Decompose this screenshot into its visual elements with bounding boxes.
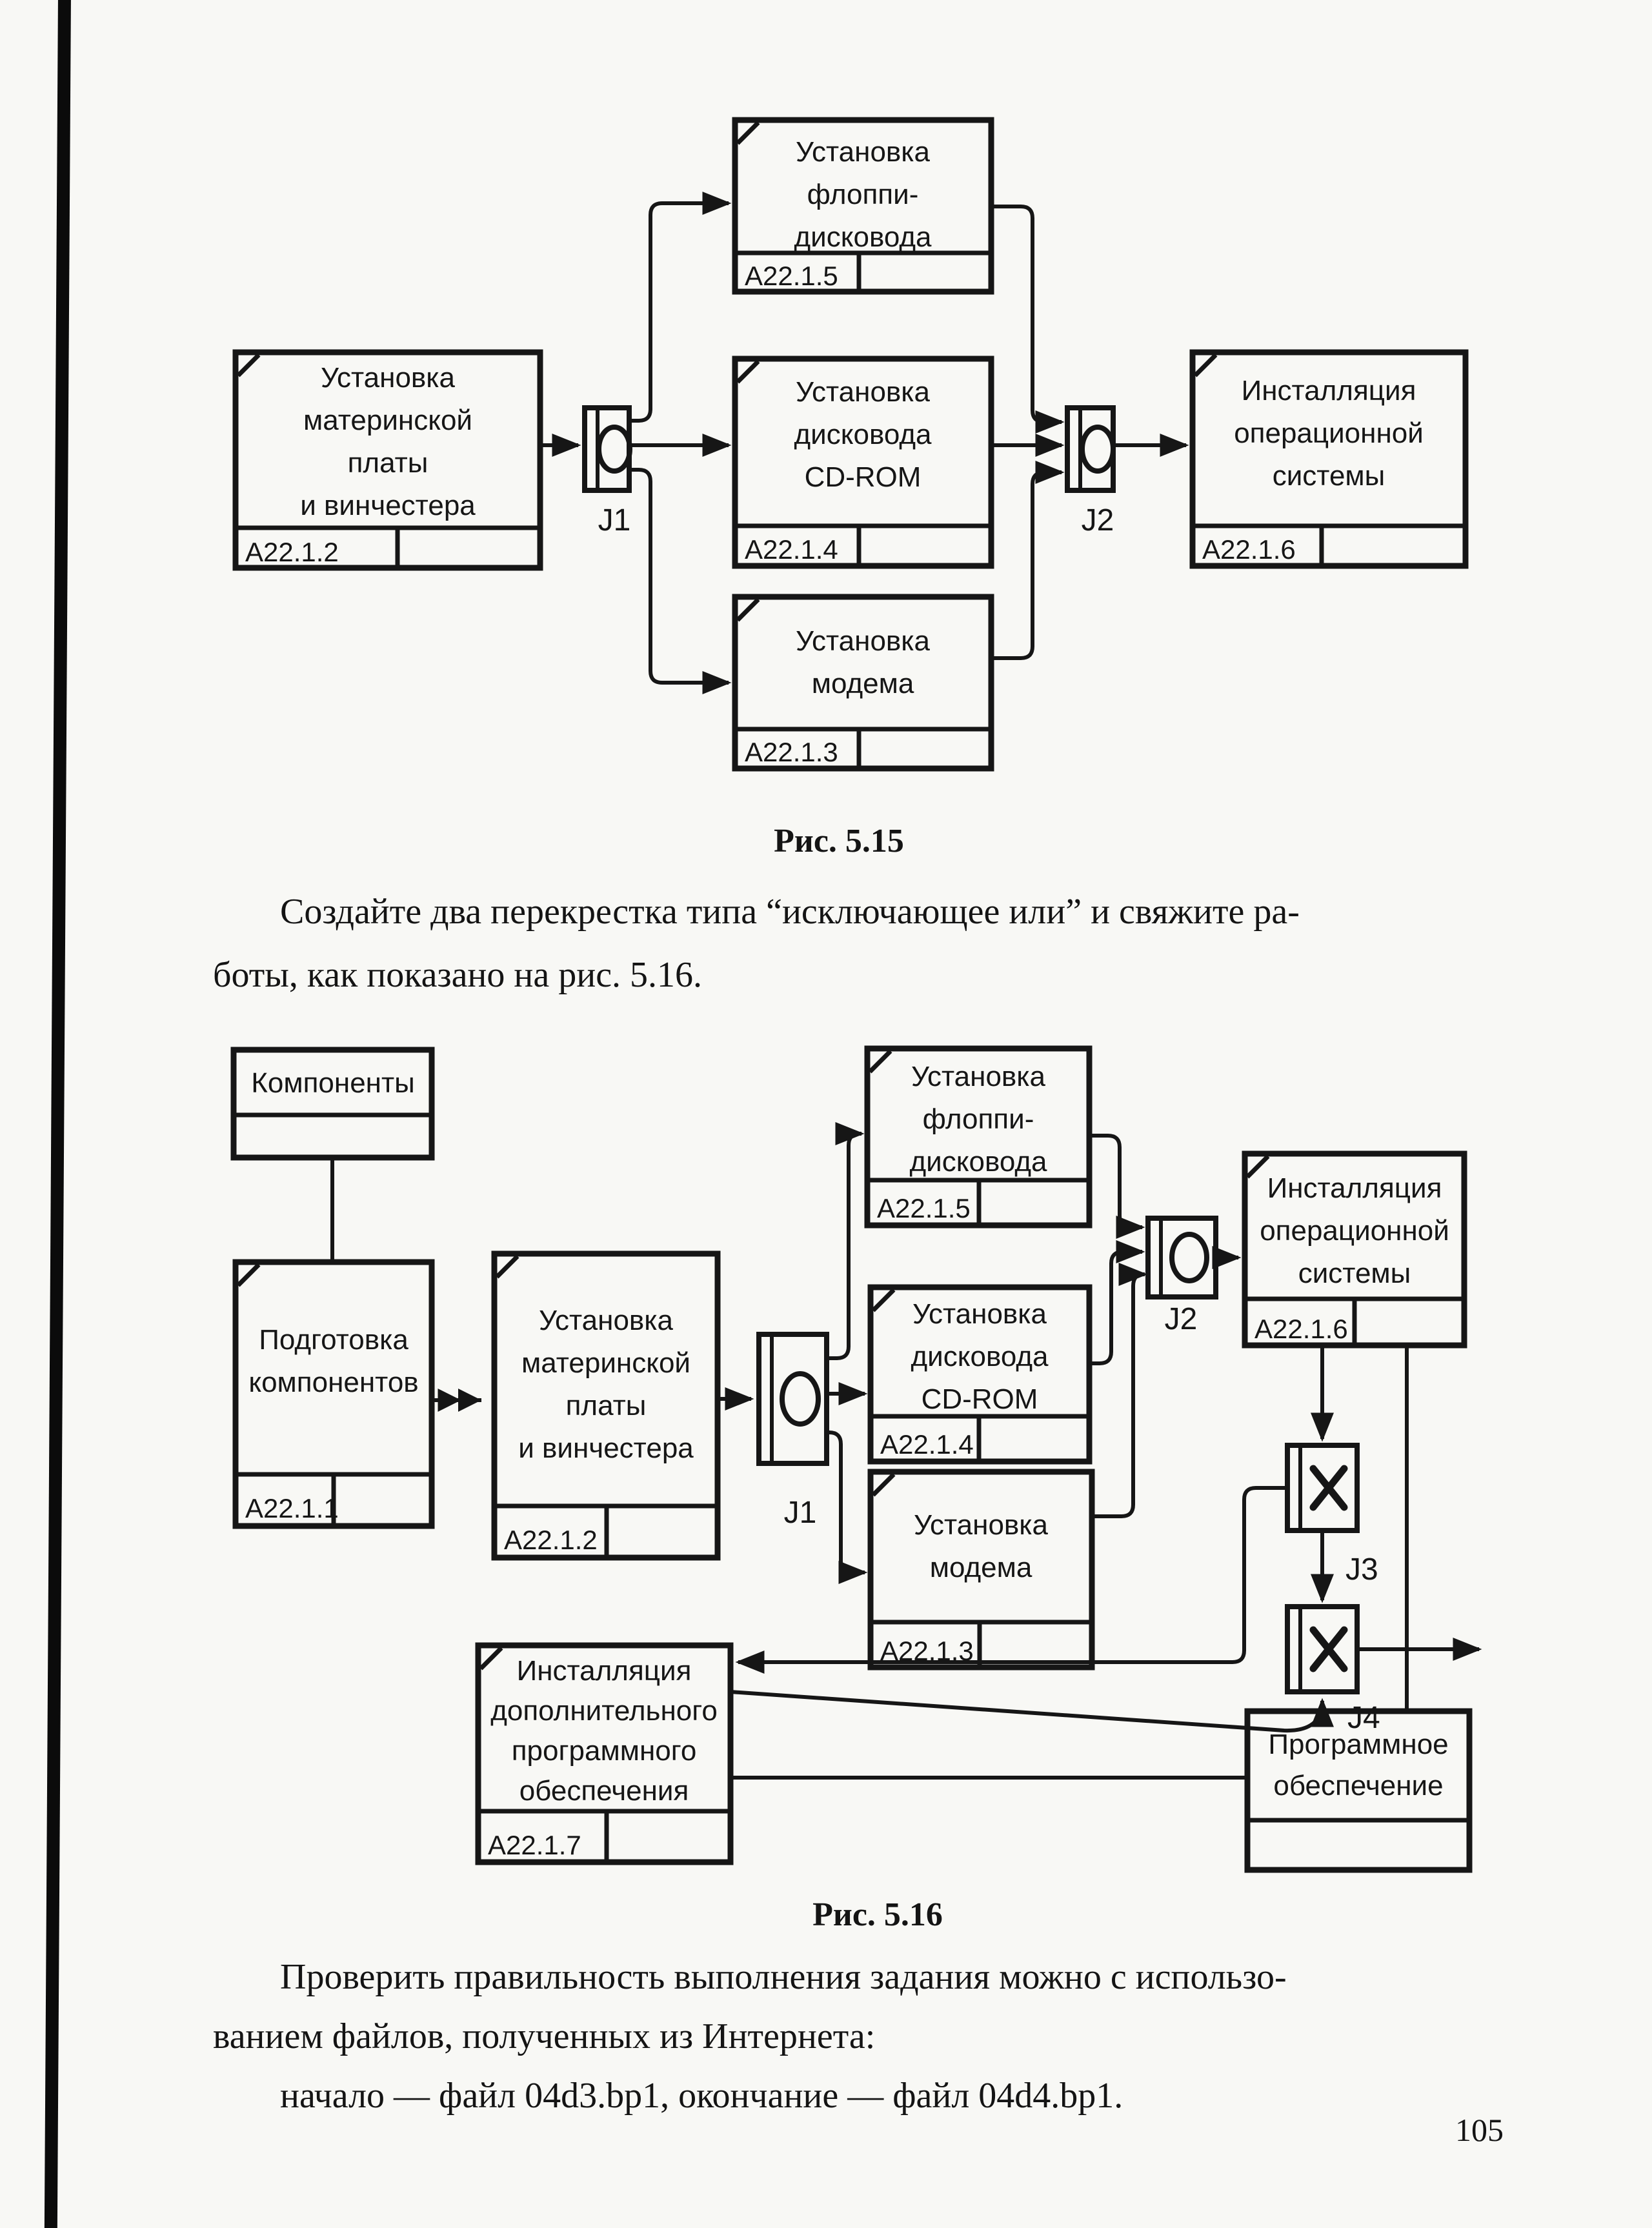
activity-label-line: Установка <box>539 1305 673 1336</box>
corner-notch <box>238 1265 259 1285</box>
paragraph-2-line-1: Проверить правильность выполнения задания можно с использо- <box>280 1957 1287 1997</box>
fig15-link-modem-j2 <box>991 472 1062 658</box>
paragraph-1-line-2: боты, как показано на рис. 5.16. <box>213 955 703 995</box>
activity-label-line: Установка <box>321 362 455 394</box>
activity-label-line: флоппи- <box>922 1103 1034 1135</box>
activity-label-line: платы <box>565 1390 647 1421</box>
activity-code: A22.1.1 <box>245 1493 339 1523</box>
activity-label-line: материнской <box>521 1347 691 1379</box>
activity-label-line: Установка <box>912 1298 1047 1330</box>
junction-label: J2 <box>1164 1302 1198 1336</box>
page-number: 105 <box>1455 2112 1504 2148</box>
junction-box <box>1287 1445 1357 1530</box>
junction-label: J1 <box>783 1496 817 1530</box>
corner-notch <box>1247 1156 1268 1177</box>
or-junction-symbol <box>1172 1234 1207 1281</box>
activity-label-line: материнской <box>303 405 473 436</box>
corner-notch <box>870 1051 891 1072</box>
paragraph-1-line-1: Создайте два перекрестка типа “исключающее или” и свяжите ра- <box>280 892 1300 932</box>
junction-box <box>1067 408 1113 490</box>
paragraph-2-line-3: начало — файл 04d3.bp1, окончание — файл 04d4.bp1. <box>280 2076 1123 2116</box>
fig16-junction-j1 <box>759 1334 827 1530</box>
paragraph-2-line-2: ванием файлов, полученных из Интернета: <box>213 2016 876 2056</box>
fig16-activity-floppy <box>867 1049 1089 1225</box>
fig16-activity-prepare <box>236 1262 432 1526</box>
corner-notch <box>481 1648 501 1669</box>
activity-label-line: и винчестера <box>518 1432 694 1464</box>
activity-code: A22.1.6 <box>1254 1314 1348 1344</box>
figure-5-15-caption: Рис. 5.15 <box>774 823 904 859</box>
fig15-link-j1-modem <box>629 470 729 683</box>
corner-notch <box>873 1474 894 1495</box>
corner-notch <box>497 1256 518 1277</box>
fig16-junction-j4 <box>1287 1607 1380 1735</box>
activity-code: A22.1.7 <box>488 1830 581 1860</box>
fig15-junction-j2 <box>1067 408 1114 537</box>
fig16-activity-extra-software <box>478 1645 730 1862</box>
fig16-activity-mainboard <box>494 1254 718 1558</box>
figure-5-15-diagram <box>0 0 1652 807</box>
activity-code: A22.1.3 <box>745 737 838 767</box>
fig16-junction-j3 <box>1287 1445 1378 1587</box>
activity-label-line: Установка <box>911 1061 1045 1092</box>
activity-label-line: Инсталляция <box>1267 1172 1442 1204</box>
activity-label-line: CD-ROM <box>921 1383 1038 1415</box>
activity-label-line: Установка <box>796 376 930 408</box>
fig16-link-extra-software-j4 <box>730 1692 1322 1731</box>
corner-notch <box>238 355 259 376</box>
fig15-activity-floppy <box>735 120 991 292</box>
activity-label-line: Установка <box>914 1509 1048 1541</box>
fig15-activity-mainboard <box>236 352 540 568</box>
figure-5-16-caption: Рис. 5.16 <box>812 1896 943 1933</box>
activity-label-line: системы <box>1298 1258 1411 1289</box>
activity-label-line: системы <box>1272 460 1385 492</box>
activity-label-line: дополнительного <box>490 1695 718 1727</box>
fig16-junction-j2 <box>1148 1218 1216 1336</box>
or-junction-symbol <box>782 1374 818 1424</box>
or-junction-symbol <box>599 427 630 471</box>
fig16-activity-os-install <box>1245 1154 1464 1345</box>
activity-label-line: Инсталляция <box>516 1655 692 1687</box>
fig16-link-j1-floppy <box>827 1134 861 1358</box>
referent-box <box>234 1050 432 1158</box>
junction-label: J4 <box>1347 1701 1380 1735</box>
activity-label-line: Установка <box>796 136 930 168</box>
fig16-link-floppy-j2 <box>1089 1136 1142 1227</box>
activity-label-line: операционной <box>1234 417 1424 449</box>
fig15-junction-j1 <box>585 408 630 537</box>
fig16-link-modem-j2 <box>1092 1274 1145 1516</box>
fig16-activity-cdrom <box>871 1287 1089 1461</box>
activity-code: A22.1.4 <box>745 534 838 565</box>
referent-label: Компоненты <box>251 1067 415 1099</box>
corner-notch <box>738 599 758 620</box>
junction-box <box>585 408 629 490</box>
referent-label-line: обеспечение <box>1273 1770 1444 1801</box>
activity-code: A22.1.2 <box>504 1525 598 1555</box>
activity-label-line: программного <box>511 1735 697 1767</box>
activity-label-line: Подготовка <box>259 1324 408 1356</box>
or-junction-symbol <box>1082 427 1113 471</box>
activity-code: A22.1.5 <box>877 1193 971 1223</box>
activity-label-line: модема <box>929 1552 1032 1583</box>
activity-label-line: обеспечения <box>519 1775 689 1807</box>
activity-label-line: флоппи- <box>807 179 919 210</box>
paragraph-1 <box>213 880 1510 1007</box>
corner-notch <box>738 361 758 382</box>
activity-label-line: дисковода <box>794 221 932 253</box>
fig16-link-j1-modem <box>827 1432 865 1572</box>
activity-label-line: CD-ROM <box>804 461 922 493</box>
activity-label-line: дисковода <box>909 1146 1047 1178</box>
activity-label-line: Установка <box>796 625 930 657</box>
junction-label: J2 <box>1081 503 1114 537</box>
activity-label-line: Инсталляция <box>1241 375 1416 406</box>
activity-code: A22.1.2 <box>245 537 339 567</box>
activity-code: A22.1.3 <box>880 1636 974 1666</box>
fig16-referent-components <box>234 1050 432 1158</box>
referent-label-line: Программное <box>1268 1729 1449 1760</box>
activity-label-line: дисковода <box>911 1341 1049 1372</box>
fig15-activity-cdrom <box>735 359 991 566</box>
activity-code: A22.1.6 <box>1202 534 1296 565</box>
activity-label-line: и винчестера <box>300 490 476 521</box>
fig15-activity-os-install <box>1193 352 1466 566</box>
activity-label-line: операционной <box>1260 1215 1449 1247</box>
fig16-activity-modem <box>871 1472 1092 1667</box>
figure-5-16-diagram <box>0 1007 1652 1878</box>
corner-notch <box>873 1290 894 1310</box>
junction-box <box>1287 1607 1357 1692</box>
junction-label: J3 <box>1345 1552 1378 1587</box>
activity-code: A22.1.4 <box>880 1429 974 1460</box>
junction-label: J1 <box>598 503 631 537</box>
activity-label-line: дисковода <box>794 419 932 450</box>
paragraph-2 <box>213 1947 1510 2125</box>
fig15-link-floppy-j2 <box>991 206 1062 422</box>
activity-label-line: компонентов <box>248 1367 419 1398</box>
corner-notch <box>738 123 758 143</box>
activity-label-line: модема <box>811 668 914 699</box>
fig15-link-j1-floppy <box>629 203 729 421</box>
fig15-activity-modem <box>735 597 991 768</box>
activity-code: A22.1.5 <box>745 261 838 291</box>
activity-label-line: платы <box>347 447 428 479</box>
corner-notch <box>1195 355 1216 376</box>
